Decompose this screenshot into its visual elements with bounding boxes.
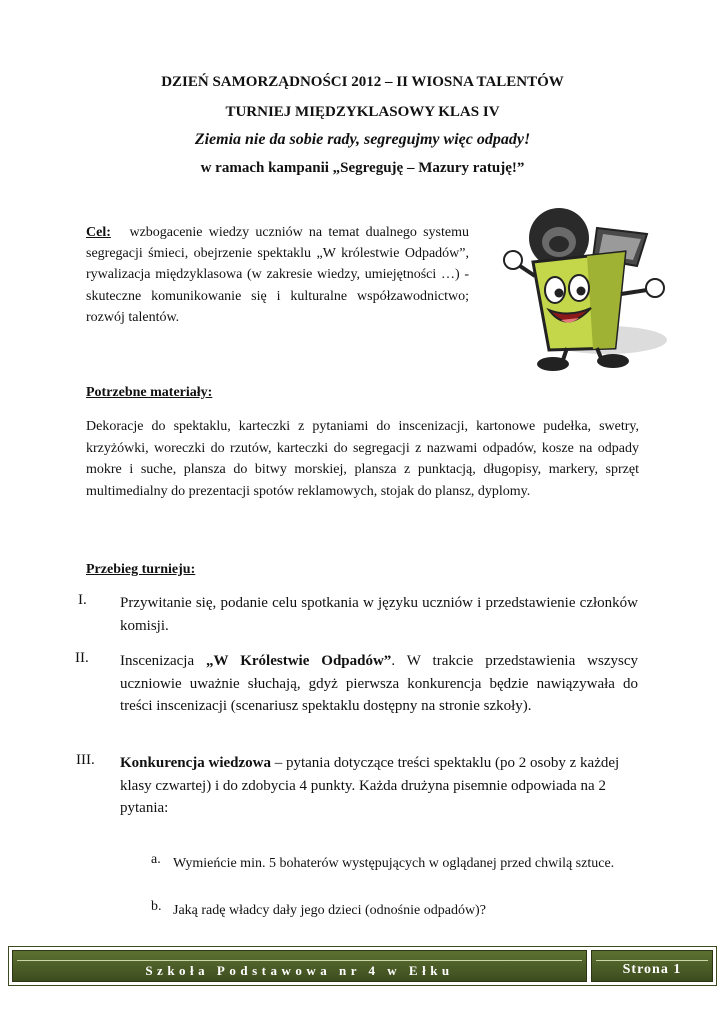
item-text-pre: Inscenizacja	[120, 653, 207, 669]
item-text	[120, 650, 638, 718]
doc-title-line-2: TURNIEJ MIĘDZYKLASOWY KLAS IV	[225, 104, 500, 120]
item-number: III.	[76, 752, 95, 768]
doc-campaign: w ramach kampanii „Segreguję – Mazury ratuję!”	[200, 160, 525, 176]
doc-title-line-1: DZIEŃ SAMORZĄDNOŚCI 2012 – II WIOSNA TALENTÓW	[161, 74, 564, 90]
footer-school-box	[12, 950, 587, 982]
item-text: Przywitanie się, podanie celu spotkania w języku uczniów i przedstawienie członków komisji.	[120, 595, 638, 634]
materialy-text: Dekoracje do spektaklu, karteczki z pytaniami do inscenizacji, kartonowe pudełka, swetry, krzyżówki, woreczki do rzutów, karteczki do segregacji z nazwami odpadów, kosze na odpady mokre i suche, plansza do bitwy morskiej, plansza z punktacją, długopisy, markery, sprzęt multimedialny do prezentacji spotów reklamowych, stojak do plansz, dyplomy.	[86, 419, 639, 499]
przebieg-heading: Przebieg turnieju:	[86, 562, 196, 577]
cel-paragraph	[86, 222, 469, 328]
footer-page-box	[591, 950, 713, 982]
item-text-post: – pytania dotyczące treści spektaklu (po 2 osoby z każdej klasy czwartej) i do zdobycia 4 punkty. Każda drużyna pisemnie odpowiada na 2 pytania:	[120, 755, 620, 816]
item-text-post: . W trakcie przedstawienia wszyscy uczniowie uważnie słuchają, gdyż pierwsza konkurencja będzie nawiązywała do treści inscenizacji (scenariusz spektaklu dostępny na stronie szkoły).	[120, 653, 638, 714]
page-footer	[8, 946, 717, 986]
cel-text: wzbogacenie wiedzy uczniów na temat dualnego systemu segregacji śmieci, obejrzenie spektaklu „W królestwie Odpadów”, rywalizacja międzyklasowa (w zakresie wiedzy, umiejętności …) - skuteczne komunikowanie się i kulturalne współzawodnictwo; rozwój talentów.	[86, 225, 469, 325]
item-text-bold: Konkurencja wiedzowa	[120, 755, 271, 771]
footer-school-name: Szkoła Podstawowa nr 4 w Ełku	[145, 963, 454, 978]
sub-item-letter: a.	[151, 852, 161, 867]
sub-item-letter: b.	[151, 899, 162, 914]
sub-item-text: Jaką radę władcy dały jego dzieci (odnośnie odpadów)?	[173, 903, 486, 918]
sub-item-text: Wymieńcie min. 5 bohaterów występujących w oglądanej przed chwilą sztuce.	[173, 856, 615, 871]
item-text-bold: „W Królestwie Odpadów”	[206, 653, 392, 669]
doc-motto: Ziemia nie da sobie rady, segregujmy więc odpady!	[194, 131, 531, 148]
cel-label: Cel:	[86, 225, 111, 240]
item-number: II.	[75, 650, 89, 666]
page-number: Strona 1	[622, 962, 682, 977]
materialy-heading: Potrzebne materiały:	[86, 385, 213, 400]
item-number: I.	[78, 592, 87, 608]
recycling-bin-mascot-icon	[497, 198, 677, 378]
item-text	[120, 752, 638, 820]
